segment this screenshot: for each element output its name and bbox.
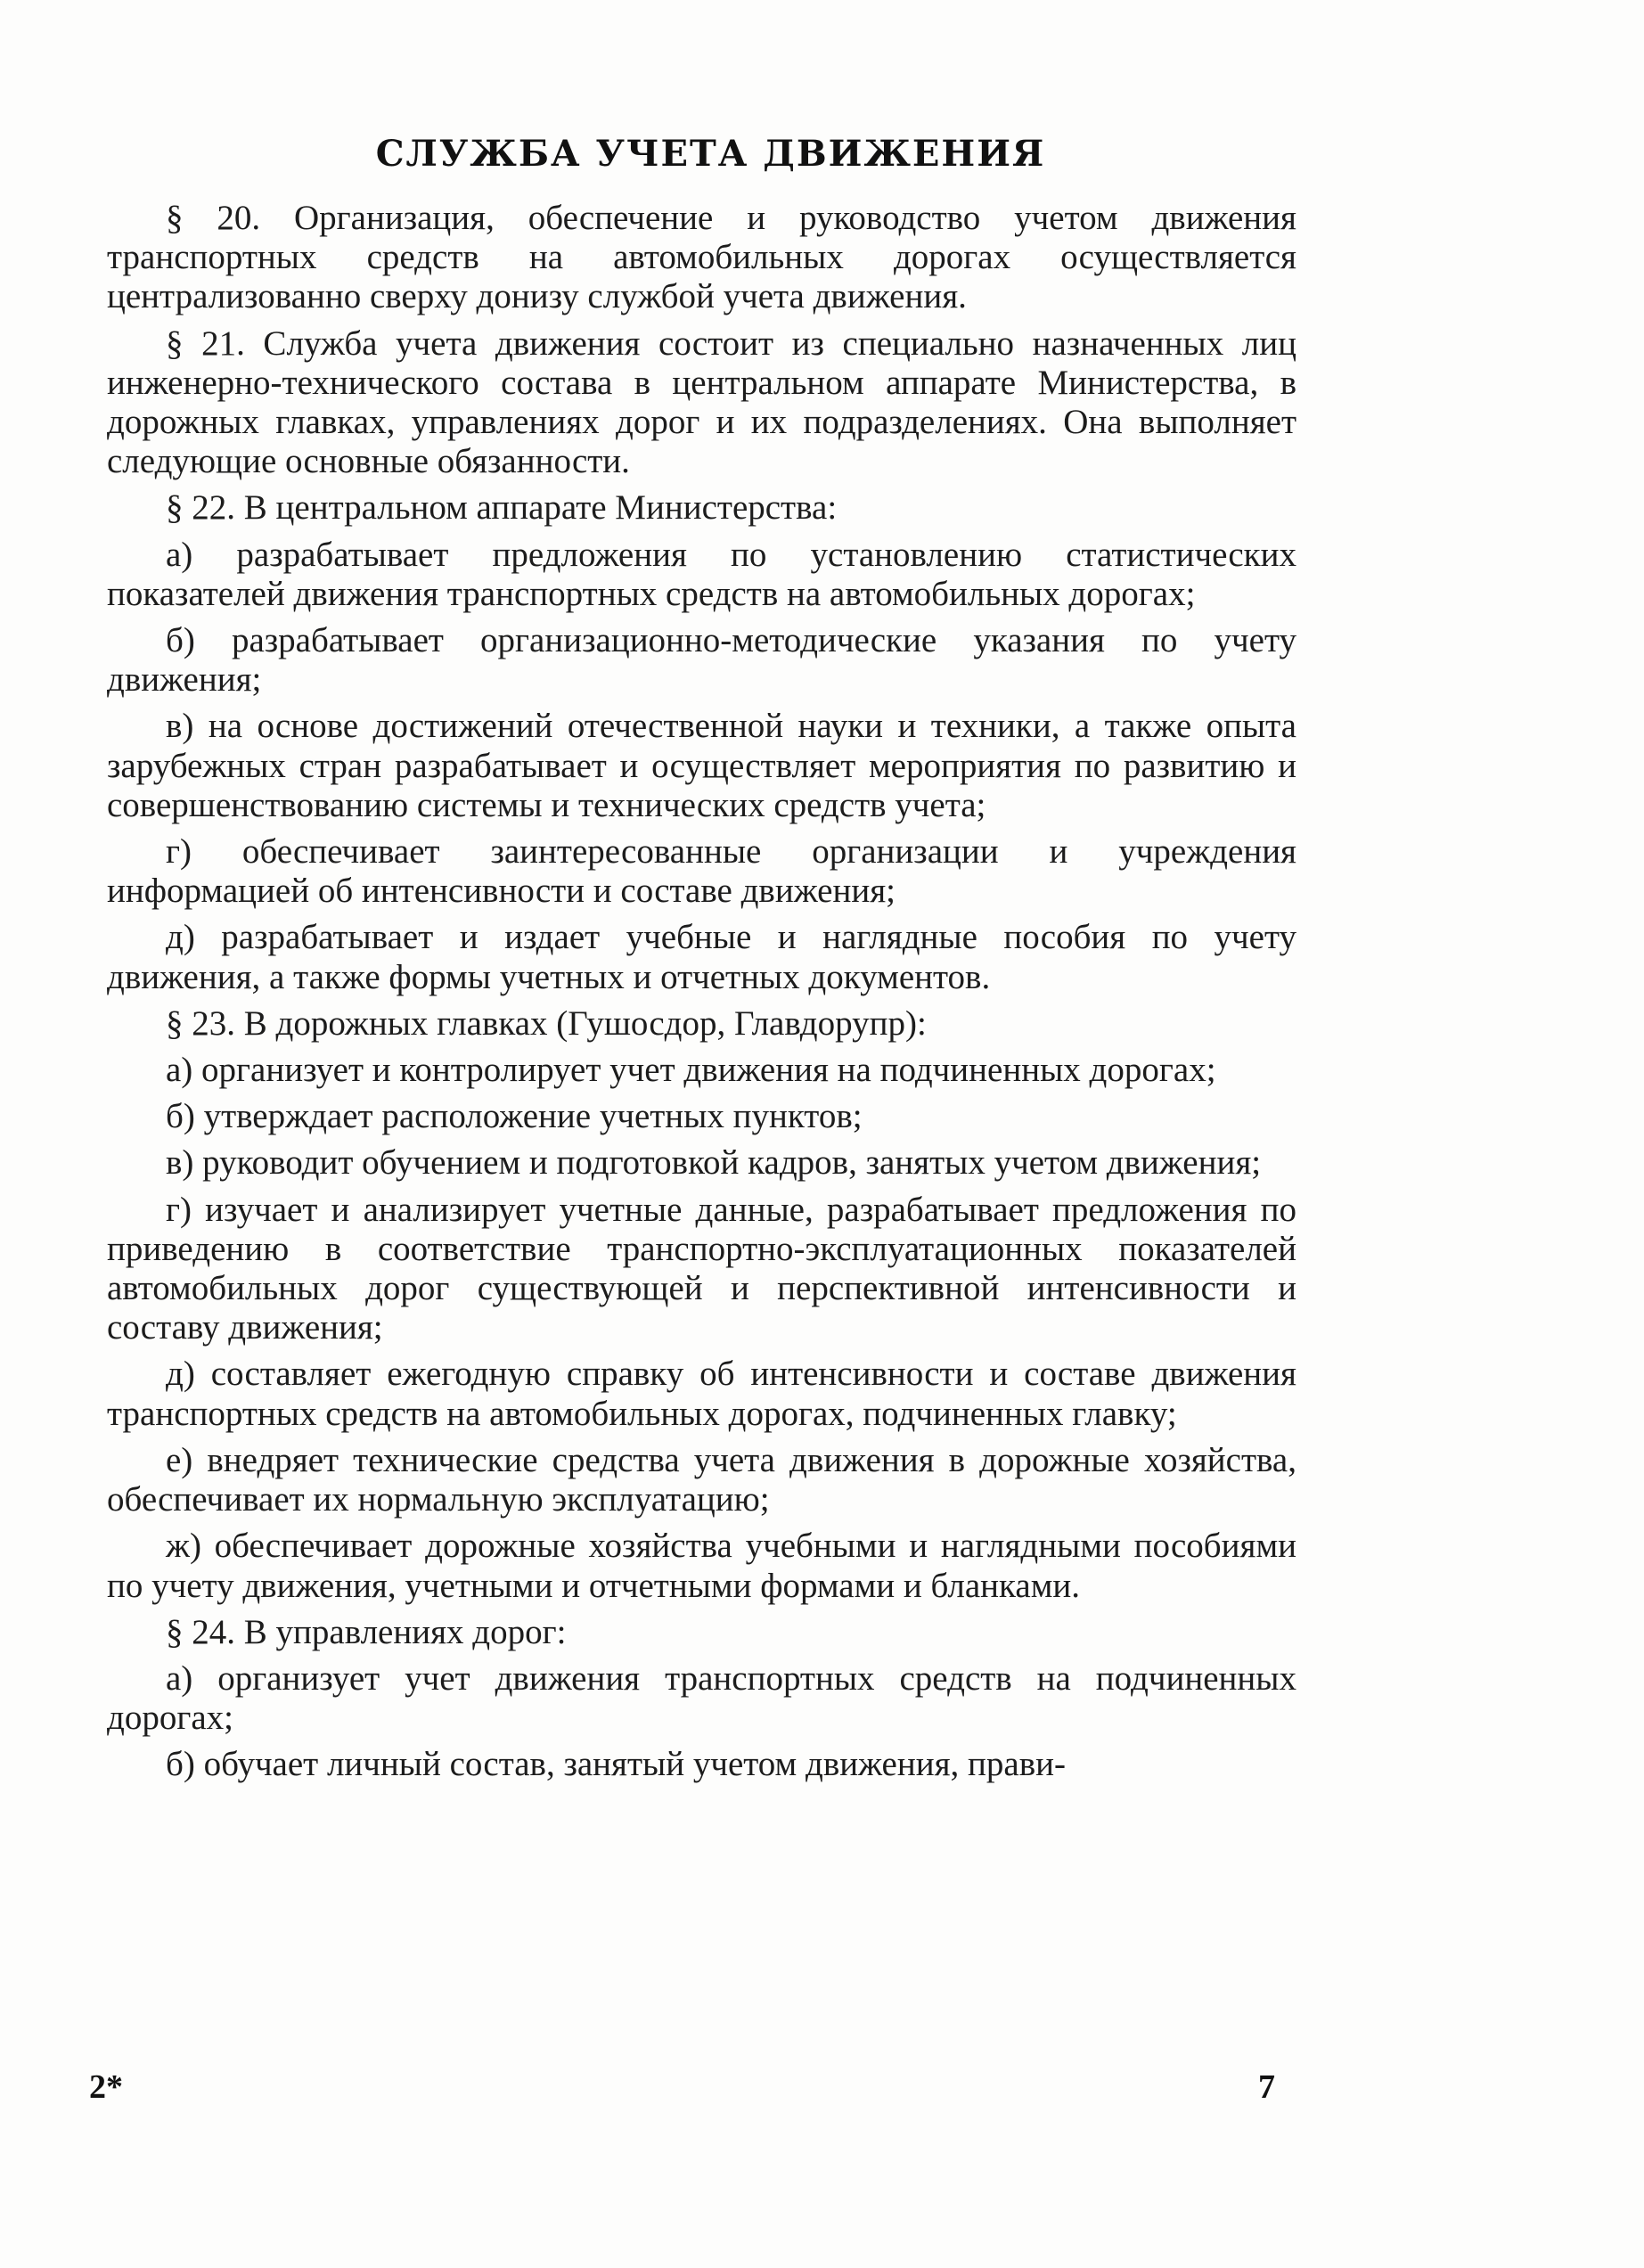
paragraph-23: § 23. В дорожных главках (Гушосдор, Главдорупр): — [166, 1003, 927, 1043]
item-22-d: д) разрабатывает и издает учебные и наглядные пособия по учету движения, а также формы учетных и отчетных документов. — [107, 918, 1296, 996]
signature-mark: 2* — [89, 2068, 123, 2106]
item-23-g: г) изучает и анализирует учетные данные, разрабатывает предложения по приведению в соответствие транспортно-эксплуатационных показателей автомобильных дорог существующей и перспективной интенсивности и составу движения; — [107, 1190, 1296, 1347]
paragraph-21: § 21. Служба учета движения состоит из специально назначенных лиц инженерно-технического состава в центральном аппарате Министерства, в дорожных главках, управлениях дорог и их подразделениях. Она выполняет следующие основные обязанности. — [107, 323, 1296, 481]
item-24-a: а) организует учет движения транспортных средств на подчиненных дорогах; — [107, 1658, 1296, 1738]
item-23-e: е) внедряет технические средства учета движения в дорожные хозяйства, обеспечивает их нормальную эксплуатацию; — [107, 1440, 1296, 1519]
page-body — [107, 129, 1296, 1792]
item-23-zh: ж) обеспечивает дорожные хозяйства учебными и наглядными пособиями по учету движения, учетными и отчетными формами и бланками. — [107, 1527, 1296, 1605]
item-22-b: б) разрабатывает организационно-методические указания по учету движения; — [107, 621, 1296, 700]
paragraph-24: § 24. В управлениях дорог: — [166, 1612, 567, 1651]
paragraph-22: § 22. В центральном аппарате Министерства: — [166, 488, 838, 528]
section-heading: СЛУЖБА УЧЕТА ДВИЖЕНИЯ — [375, 133, 1046, 175]
page-number: 7 — [1258, 2068, 1275, 2106]
item-23-b: б) утверждает расположение учетных пунктов; — [166, 1097, 863, 1136]
item-23-a: а) организует и контролирует учет движения на подчиненных дорогах; — [166, 1051, 1216, 1090]
item-22-g: г) обеспечивает заинтересованные организации и учреждения информацией об интенсивности и составе движения; — [107, 832, 1296, 911]
item-22-v: в) на основе достижений отечественной науки и техники, а также опыта зарубежных стран разрабатывает и осуществляет мероприятия по развитию и совершенствованию системы и технических средств учета; — [107, 707, 1296, 824]
item-24-b: б) обучает личный состав, занятый учетом движения, прави- — [166, 1745, 1066, 1784]
item-23-d: д) составляет ежегодную справку об интенсивности и составе движения транспортных средств на автомобильных дорогах, подчиненных главку; — [107, 1355, 1296, 1433]
item-22-a: а) разрабатывает предложения по установлению статистических показателей движения транспортных средств на автомобильных дорогах; — [107, 535, 1296, 613]
item-23-v: в) руководит обучением и подготовкой кадров, занятых учетом движения; — [166, 1143, 1262, 1183]
paragraph-20: § 20. Организация, обеспечение и руководство учетом движения транспортных средств на автомобильных дорогах осуществляется централизованно сверху донизу службой учета движения. — [107, 199, 1296, 316]
